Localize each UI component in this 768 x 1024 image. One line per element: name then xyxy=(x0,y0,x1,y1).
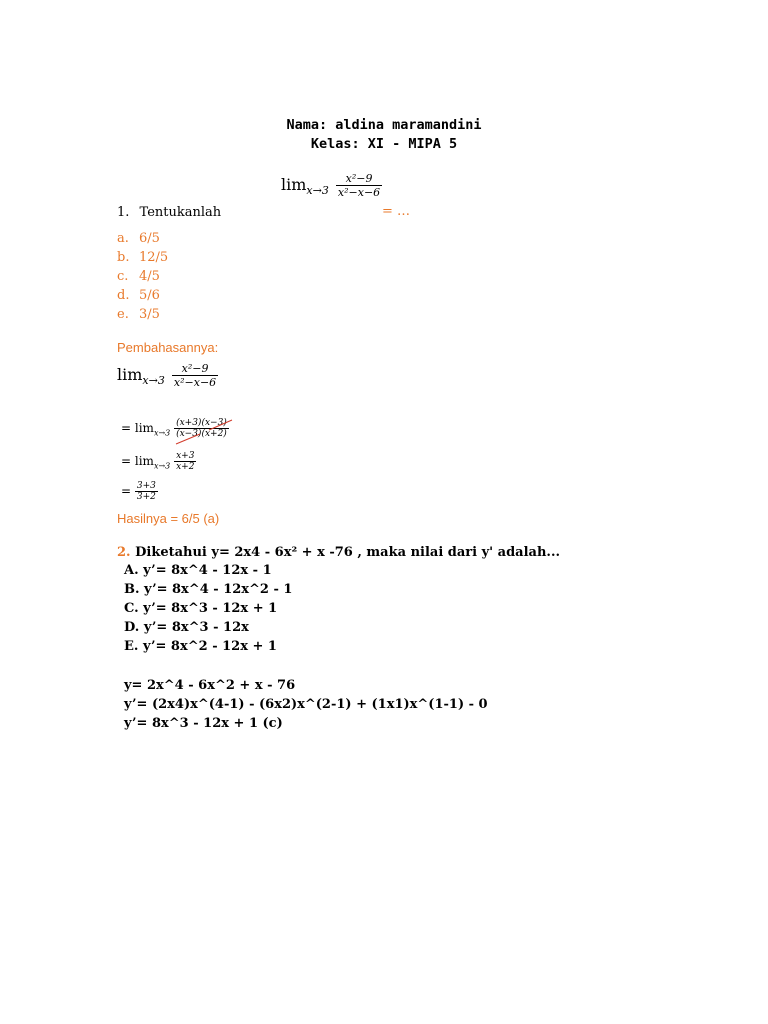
q1-prompt-line xyxy=(117,205,221,220)
q2-option-d: D. y’= 8x^3 - 12x xyxy=(124,620,249,635)
q2-prompt-line xyxy=(117,545,560,560)
solution-fraction: $\frac{\text{x²−9}}{\text{x²−x−6}}$ xyxy=(173,362,217,389)
q1-denominator: x²−x−6 xyxy=(337,186,381,199)
q2-option-a: A. y’= 8x^4 - 12x - 1 xyxy=(124,563,272,578)
q1-option-e: e. 3/5 xyxy=(117,307,160,322)
solution-result: Hasilnya = 6/5 (a) xyxy=(117,511,220,526)
q2-option-c: C. y’= 8x^3 - 12x + 1 xyxy=(124,601,278,616)
solution-step-1: = $\lim_{x\to 3}$ $\frac{(x+3)(x-3)}{(x-3)(x+2)}$ xyxy=(121,418,229,439)
solution-step-3: = $\frac{3+3}{3+2}$ xyxy=(121,481,156,502)
solution-step-2: = $\lim_{x\to 3}$ $\frac{x+3}{x+2}$ xyxy=(121,451,195,472)
cancel-strike-icon xyxy=(174,418,236,446)
step1-fraction: $\frac{(x+3)(x-3)}{(x-3)(x+2)}$ xyxy=(174,418,229,439)
q1-option-b: b. 12/5 xyxy=(117,250,169,265)
q1-prompt: Tentukanlah xyxy=(139,205,222,220)
lim-subscript: x→3 xyxy=(306,184,329,198)
solution-heading: Pembahasannya: xyxy=(117,340,219,355)
q2-working-3: y’= 8x^3 - 12x + 1 (c) xyxy=(124,716,283,731)
q1-option-d: d. 5/6 xyxy=(117,288,160,303)
student-class: Kelas: XI - MIPA 5 xyxy=(310,136,458,152)
q1-number: 1. xyxy=(117,205,130,220)
q1-equals: = … xyxy=(382,204,411,219)
q2-prompt: Diketahui y= 2x4 - 6x² + x -76 , maka nilai dari y' adalah... xyxy=(135,545,560,560)
q1-limit-expression xyxy=(281,172,382,199)
q1-fraction xyxy=(336,172,382,199)
q2-option-e: E. y’= 8x^2 - 12x + 1 xyxy=(124,639,277,654)
q2-number: 2. xyxy=(117,545,131,560)
student-name: Nama: aldina maramandini xyxy=(286,117,482,133)
q1-option-c: c. 4/5 xyxy=(117,269,160,284)
step2-fraction: $\frac{x+3}{x+2}$ xyxy=(176,451,195,472)
q2-working-2: y’= (2x4)x^(4-1) - (6x2)x^(2-1) + (1x1)x^(1-1) - 0 xyxy=(124,697,488,712)
solution-limit-expression: $\lim_{x\to 3}$ $\frac{\text{x²−9}}{\text{x²−x−6}}$ xyxy=(117,362,217,389)
q2-option-b: B. y’= 8x^4 - 12x^2 - 1 xyxy=(124,582,293,597)
lim-word: lim xyxy=(281,175,307,194)
step3-fraction: $\frac{3+3}{3+2}$ xyxy=(136,481,156,502)
q1-numerator: x²−9 xyxy=(345,172,373,185)
q2-working-1: y= 2x^4 - 6x^2 + x - 76 xyxy=(124,678,296,693)
q1-option-a: a. 6/5 xyxy=(117,231,160,246)
